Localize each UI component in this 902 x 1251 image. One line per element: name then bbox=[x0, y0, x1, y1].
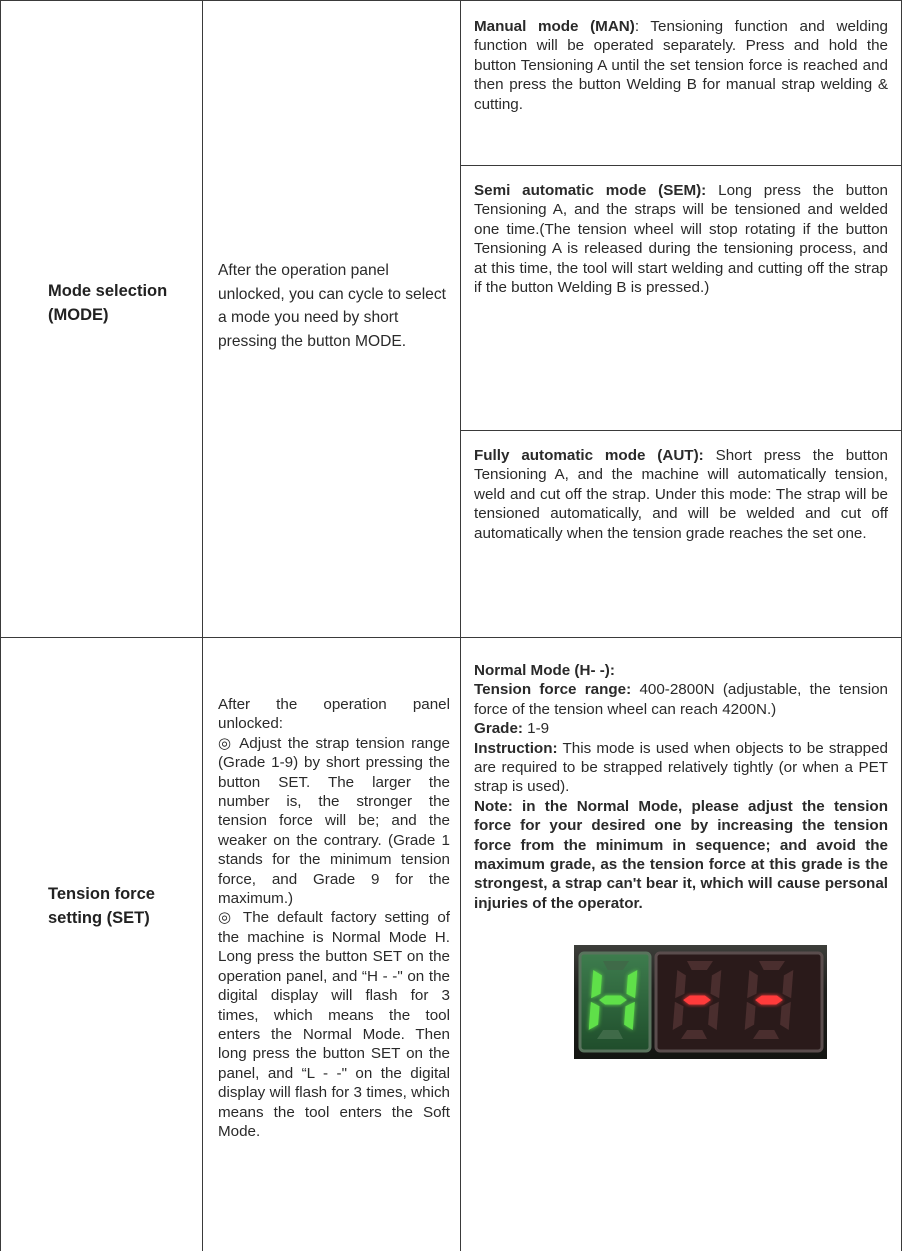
row-description-mode-text: After the operation panel unlocked, you can cycle to select a mode you need by short pressing the button MODE. bbox=[218, 262, 446, 350]
row-label-mode-text: Mode selection (MODE) bbox=[48, 282, 168, 324]
mode-semi-automatic bbox=[474, 181, 888, 297]
column-divider-2 bbox=[460, 0, 461, 1251]
mode-manual-title: Manual mode (MAN) bbox=[474, 18, 635, 35]
display-digit-frame-2 bbox=[656, 953, 822, 1051]
safety-note: Note: in the Normal Mode, please adjust the tension force for your desired one by increasing the tension force from the minimum in sequence; and avoid the maximum grade, as the tension force at this grade is the strongest, a strap can't bear it, which will cause personal injuries of the operator. bbox=[474, 797, 888, 912]
tension-bullet-default: ◎ The default factory setting of the machine is Normal Mode H. Long press the button SET on the operation panel, and “H - -" on the digital display will flash for 3 times, which means the tool enters the Normal Mode. Then long press the button SET on the panel, and “L - -" on the digital display will flash for 3 times, which means the tool enters the Soft Mode. bbox=[218, 909, 450, 1140]
grade-label: Grade: bbox=[474, 720, 523, 738]
tension-bullet-grade: ◎ Adjust the strap tension range (Grade 1-9) by short pressing the button SET. The larger the number is, the stronger the tension force will be; and the weaker on the contrary. (Grade 1 stands for the minimum tension force, and Grade 9 for the maximum.) bbox=[218, 734, 450, 908]
mode-semi-title: Semi automatic mode (SEM): bbox=[474, 182, 707, 199]
normal-mode-heading: Normal Mode (H- -): bbox=[474, 662, 615, 679]
instruction-text: This mode is used when objects to be strapped are required to be strapped relatively tightly (or when a PET strap is used). bbox=[474, 739, 888, 796]
row-description-tension bbox=[218, 695, 450, 1141]
mode-divider-1 bbox=[460, 165, 902, 166]
tension-intro: After the operation panel unlocked: bbox=[218, 696, 450, 733]
mode-fully-automatic bbox=[474, 446, 888, 543]
instruction-label: Instruction: bbox=[474, 739, 558, 757]
row-label-mode bbox=[48, 279, 178, 327]
grade-value: 1-9 bbox=[522, 720, 550, 738]
row-description-mode bbox=[218, 259, 454, 353]
mode-manual-text: : Tensioning function and welding function will be operated separately. Press and hold the button Tensioning A until the set tension force is reached and then press the button Welding B for manual strap welding & cutting. bbox=[474, 18, 888, 113]
mode-fully-text: Short press the button Tensioning A, and the machine will automatically tension, weld and cut off the strap. Under this mode: The strap will be tensioned automatically, and will be welded and cut off automatically when the tension grade reaches the set one. bbox=[474, 447, 888, 542]
mode-fully-title: Fully automatic mode (AUT): bbox=[474, 447, 704, 464]
row-label-tension-text: Tension force setting (SET) bbox=[48, 885, 155, 927]
mode-semi-text: Long press the button Tensioning A, and the straps will be tensioned and welded one time.(The tension wheel will stop rotating if the button Tensioning A is released during the tensioning process, and at this time, the tool will start welding and cutting off the strap if the button Welding B is pressed.) bbox=[474, 182, 888, 297]
mode-divider-2 bbox=[460, 430, 902, 431]
mode-manual bbox=[474, 17, 888, 114]
tension-range-label: Tension force range: bbox=[474, 681, 632, 699]
table-border-left bbox=[0, 0, 1, 1251]
table-border-top bbox=[0, 0, 902, 1]
tension-range-value: 400-2800N (adjustable, the tension force of the tension wheel can reach 4200N.) bbox=[474, 681, 888, 718]
digital-display-image bbox=[574, 945, 827, 1059]
normal-mode-info bbox=[474, 661, 888, 913]
row-label-tension bbox=[48, 882, 188, 930]
row-divider bbox=[0, 637, 902, 638]
display-digits-svg bbox=[574, 945, 827, 1059]
column-divider-1 bbox=[202, 0, 203, 1251]
